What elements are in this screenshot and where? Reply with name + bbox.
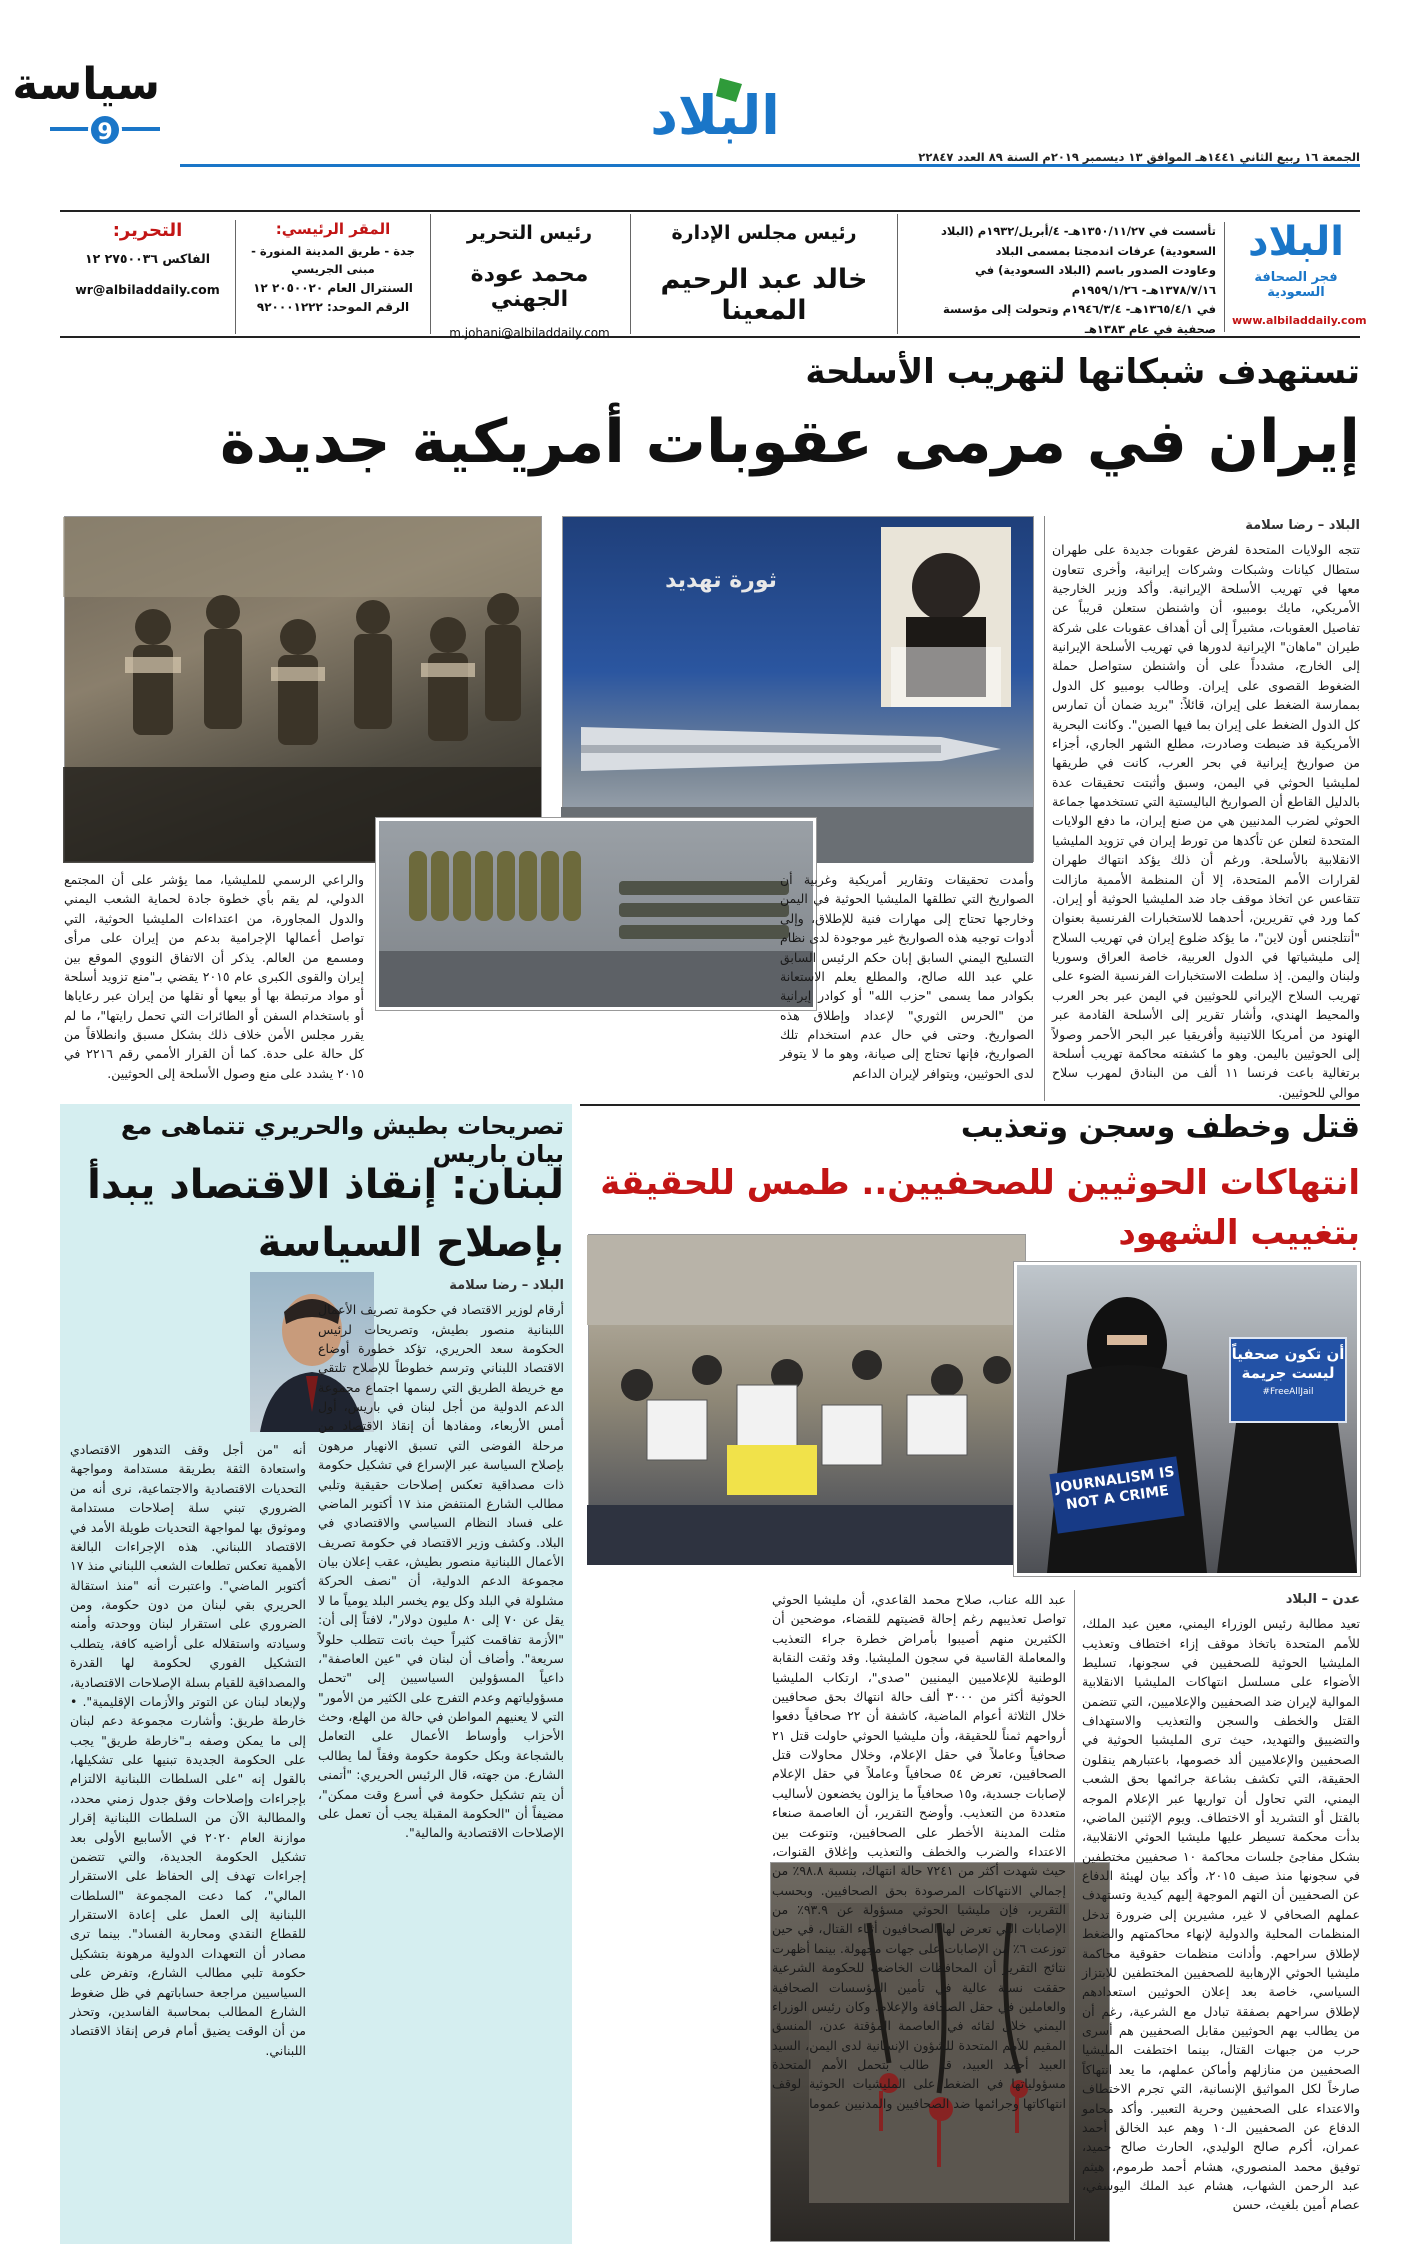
weapons-rows [379, 821, 813, 1007]
hq-address: جدة - طريق المدينة المنورة - مبنى الجريسي [251, 244, 415, 277]
svg-text:ثورة تهديد: ثورة تهديد [665, 568, 777, 593]
sign-journalist-not-crime: أن تكون صحفياً ليست جريمة #FreeAllJail [1229, 1337, 1347, 1423]
editor-name: محمد عودة الجهني [470, 262, 589, 312]
header-logo [650, 72, 780, 152]
lebanon-headline: لبنان: إنقاذ الاقتصاد يبدأ بإصلاح السياسة [87, 1162, 564, 1266]
lebanon-kicker: تصريحات بطيش والحريري تتماهى مع بيان باريس [121, 1112, 564, 1168]
edit-email[interactable]: wr@albiladdaily.com [75, 282, 220, 297]
photo-protest-portraits [588, 1234, 1026, 1564]
lead-paragraph: وأمدت تحقيقات وتقارير أمريكية وغربية أن الصواريخ التي تطلقها المليشيا الحوثية في اليمن وخارجها تحتاج إلى مهارات فنية للإطلاق، وإلى أدوات توجيه هذه الصواريخ غير موجودة لدى نظام التسليح اليمني السابق إبان حكم الرئيس السابق علي عبد الله صالح، والمطلع يعلم الاستعانة بكوادر مما يسمى "حزب الله" أو كوادر إيرانية من "الحرس الثوري" لإعداد وإطلاق هذه الصواريخ. وحتى في حال عدم استخدام تلك الصواريخ، فإنها تحتاج إلى صيانة، وهو ما لا يتوفر لدى الحوثيين، ويتوافر لإيران الداعم [780, 872, 1034, 1081]
lead-byline: البلاد – رضا سلامة [1245, 518, 1360, 533]
masthead-brand [1232, 214, 1367, 334]
page-number: 9 [88, 113, 122, 147]
lebanon-col-1 [318, 1276, 564, 2236]
editor-in-chief [430, 214, 628, 340]
lead-kicker: تستهدف شبكاتها لتهريب الأسلحة [805, 352, 1360, 392]
yemen-headline: انتهاكات الحوثيين للصحفيين.. طمس للحقيقة بتغييب الشهود [600, 1163, 1360, 1253]
photo-seized-weapons [376, 818, 816, 1010]
edit-label: التحرير: [112, 220, 183, 241]
yemen-col-2 [772, 1590, 1067, 2111]
lead-headline: إيران في مرمى عقوبات أمريكية جديدة [220, 407, 1360, 477]
photo-militia-truck [64, 516, 542, 862]
edit-fax: الفاكس ٢٧٥٠٠٣٦ ١٢ [85, 251, 210, 266]
lebanon-col-2 [70, 1440, 306, 2236]
board-chair-name: خالد عبد الرحيم المعينا [660, 264, 868, 326]
sign-journalism-english: JOURNALISM IS NOT A CRIME [1049, 1456, 1184, 1533]
brand-website: www.albiladdaily.com [1232, 314, 1367, 327]
headquarters [240, 220, 426, 334]
missile-display [561, 517, 1033, 863]
lebanon-paragraph: أنه "من أجل وقف التدهور الاقتصادي واستعادة الثقة بطريقة مستدامة ومواجهة التحديات الاقتصادية والاجتماعية، نرى أنه من الضروري تبني سلة إصلاحات مستدامة وموثوق بها لمواجهة التحديات طويلة الأمد في الاقتصاد اللبناني. هذه الإجراءات البالغة الأهمية تعكس تطلعات الشعب اللبناني منذ ١٧ أكتوبر الماضي". واعتبرت أنه "منذ استقالة الحريري بقي لبنان من دون حكومة، ومن الضروري على استقرار لبنان ووحدته وأمنه وسيادته واستقلاله على أراضيه كافة، يتطلب التشكيل الفوري لحكومة لها القدرة والمصداقية للقيام بسلة الإصلاحات الاقتصادية، ولإبعاد لبنان عن التوتر والأزمات الإقليمية". • خارطة طريق: وأشارت مجموعة دعم لبنان إلى ما يمكن وصفه بـ"خارطة طريق" يجب على الحكومة الجديدة تبنيها على تشكيلها، بالقول إنه "على السلطات اللبنانية الالتزام بإجراءات وإصلاحات وفق جدول زمني محدد، والمطالبة الآن من السلطات اللبنانية إقرار موازنة العام ٢٠٢٠ في الأسابيع الأولى بعد تشكيل الحكومة الجديدة، والتي تتضمن إجراءات تهدف إلى الحفاظ على الاستقرار المالي"، كما دعت المجموعة "السلطات اللبنانية إلى العمل على إعادة الاستقرار للقطاع النقدي ومحاربة الفساد". بينما ترى مصادر أن التعهدات الدولية مرهونة بتشكيل حكومة تلبي مطالب الشارع، وتفرض على السياسيين مراجعة حساباتهم في ظل ضغوط الشارع المطالب بمحاسبة الفاسدين، وتحذر من أن الوقت يضيق أمام فرص إنقاذ الاقتصاد اللبناني. [70, 1442, 306, 2058]
dateline: الجمعة ١٦ ربيع الثاني ١٤٤١هـ الموافق ١٣ ديسمبر ٢٠١٩م السنة ٨٩ العدد ٢٢٨٤٧ [918, 150, 1360, 164]
section-name: سياسة [12, 59, 160, 110]
protesters [587, 1235, 1025, 1565]
history-line: تأسست في ١٣٥٠/١١/٢٧هـ- ٤/أبريل/١٩٣٢م (البلاد السعودية) عرفات اندمجتا بمسمى البلاد [940, 224, 1216, 258]
brand-logo: البلاد [1248, 219, 1344, 265]
yemen-paragraph: عبد الله عناب، صلاح محمد القاعدي، أن مليشيا الحوثي تواصل تعذيبهم رغم إحالة قضيتهم للقضاء، موضحين أن الكثيرين منهم أصيبوا بأمراض خطرة جراء التعذيب والمعاملة القاسية في سجون المليشيا. وقد وثقت النقابة الوطنية للإعلاميين اليمنيين "صدى"، ارتكاب المليشيا الحوثية أكثر من ٣٠٠٠ ألف حالة انتهاك بحق صحافيين خلال الثلاثة أعوام الماضية، كاشفة أن ٢٢ صحافياً دفعوا أرواحهم ثمناً للحقيقة، وأن مليشيا الحوثي حاولت قتل ٢١ صحافياً وعاملاً في حقل الإعلام، وخلال محاولات قتل الصحافيين، تعرض ٥٤ صحافياً وعاملاً في حقل الإعلام لإصابات جسدية، و١٥ صحافياً ما يزالون يخضعون لأساليب متعددة من التعذيب. وأوضح التقرير، أن العاصمة صنعاء مثلت المدينة الأخطر على الصحافيين، وتنوعت بين الاعتداء والضرب والخطف والتعذيب وإغلاق القنوات، حيث شهدت أكثر من ٧٢٤١ حالة انتهاك، بنسبة ٩٨.٨٪ من إجمالي الانتهاكات المرصودة بحق الصحافيين. وبحسب التقرير، فإن مليشيا الحوثي مسؤولة عن ٩٣.٩٪ من الإصابات التي تعرض لها الصحافيون أثناء القتال، في حين توزعت ٦٪ من الإصابات على جهات مجهولة. بينما أظهرت نتائج التقرير أن المحافظات الخاضعة للحكومة الشرعية حققت نسبة عالية في تأمين المؤسسات الصحافية والعاملين في حقل الصحافة والإعلام. وكان رئيس الوزراء اليمني خلال لقائه في العاصمة المؤقتة عدن، المنسق المقيم للأمم المتحدة للشؤون الإنسانية لدى اليمن، السيد العبيد أحمد العبيد، قد طالب بتحمل الأمم المتحدة مسؤولياتها في الضغط على المليشيات الحوثية لوقف انتهاكاتها وجرائمها ضد الصحافيين والمدنيين عموما [772, 1592, 1067, 2111]
yemen-col-2b [588, 1590, 760, 2240]
lead-paragraph: تتجه الولايات المتحدة لفرض عقوبات جديدة على طهران ستطال كيانات وشبكات وشركات إيرانية، وأخرى تتعاون معها في تهريب الأسلحة الإيرانية. وأكد وزير الخارجية الأمريكي، مايك بومبيو، أن واشنطن ستعلن قريباً عن تفاصيل العقوبات، مشيراً إلى أن أهداف عقوبات على شركة طيران "ماهان" الإيرانية لدورها في تهريب الأسلحة الإيرانية إلى الخارج، مشدداً على أن واشنطن ستواصل حملة الضغوط القصوى على إيران. وطالب بومبيو كل الدول بممارسة الضغط على إيران، قائلاً: "بريد ضمان أن تمارس كل الدول الضغط على إيران بما فيها الصين". وكانت البحرية الأمريكية قد ضبطت وصادرت، مطلع الشهر الجاري، أجزاء من صواريخ إيرانية في بحر العرب، كانت في طريقها لمليشيا الحوثي في اليمن، وسبق وأثبتت تحقيقات عدة بالدليل القاطع أن الصواريخ الباليستية التي تستخدمها جماعة الحوثي لضرب المدنيين هي من صنع إيران، ما دفع الولايات المتحدة لتعلن عن تأكدها من تورط إيران في تزويد المليشيا الانقلابية بالأسلحة. ورغم أن ذلك يؤكد انتهاك طهران لقرارات الأمم المتحدة، إلا أن المنظمة الأممية مازالت تتقاعس عن اتخاذ موقف جاد ضد المليشيا الحوثية أو إيران. كما ورد في تقريرين، أحدهما للاستخبارات الفرنسية بعنوان "أنتلجنس أون لاين"، ما يؤكد ضلوع إيران في تهريب السلاح إلى مليشياتها في الدول العربية، خاصة العراق وسوريا ولبنان واليمن. إذ سلطت الاستخبارات الفرنسية الضوء على تهريب السلاح الإيراني للحوثيين في اليمن عبر بحر العرب والمحيط الهندي، وأشار تقرير إلى الأسلحة القادمة عبر الهنود من أمريكا اللاتينية وأفريقيا عبر البحر الأحمر وصولاً إلى الحوثيين باليمن. وهو ما كشفته محاكمة تهريب أسلحة برتغالية باعت فرنسا ١١ ألف من البنادق لمهرب سلاح موالي للحوثيين. [1052, 542, 1360, 1100]
board-chair-label: رئيس مجلس الإدارة [671, 222, 857, 244]
history-line: وعاودت الصدور باسم (البلاد السعودية) في ١٣٧٨/٧/١٦هـ- ١٩٥٩/١/٢٦م [974, 263, 1216, 297]
lead-col-3 [64, 870, 364, 1100]
section-badge [12, 55, 160, 185]
lebanon-paragraph: أرقام لوزير الاقتصاد في حكومة تصريف الأعمال اللبنانية منصور بطيش، وتصريحات لرئيس الحكومة سعد الحريري، تؤكد خطورة أوضاع الاقتصاد اللبناني وترسم خطوطاً للإصلاح تلتقي مع خريطة الطريق التي رسمها اجتماع مجموعة الدعم الدولية من أجل لبنان في باريس، أول أمس الأربعاء، ومفادها أن إنقاذ الاقتصاد من مرحلة الفوضى التي تسبق الانهيار مرهون بإصلاح السياسة عبر الإسراع في تشكيل حكومة ذات مصداقية تعكس إصلاحات حقيقية وتلبي مطالب الشارع المنتفض منذ ١٧ أكتوبر الماضي على فساد النظام السياسي والاقتصادي في البلاد. وكشف وزير الاقتصاد في حكومة تصريف الأعمال اللبنانية منصور بطيش، عقب إعلان بيان مجموعة الدعم الدولية، أن "نصف الحركة مشلولة في البلد وكل يوم يخسر البلد يومياً ما لا يقل عن ٧٠ إلى ٨٠ مليون دولار"، لافتاً إلى أن: "الأزمة تفاقمت كثيراً حيث باتت تتطلب حلولاً سريعة". وأضاف أن لبنان في "عين العاصفة"، داعياً المسؤولين السياسيين إلى "تحمل مسؤولياتهم وعدم التفرج على الكثير من الأمور" التي لا يعنيهم المواطن في حالة من الهلع، وحث الأحزاب وأوساط الأعمال على التعامل بالشجاعة وبكل حكومة حكومة وفقاً لما يطالب الشارع. من جهته، قال الرئيس الحريري: "أتمنى أن يتم تشكيل حكومة في أسرع وقت ممكن"، مضيفاً أن "الحكومة المقبلة يجب أن تعمل على الإصلاحات الاقتصادية والمالية". [318, 1302, 564, 1841]
yemen-byline: عدن – البلاد [1285, 1592, 1360, 1607]
brand-tagline: فجر الصحافة السعودية [1254, 270, 1338, 300]
editorial-contact [60, 220, 236, 334]
lead-col-2 [780, 870, 1034, 1100]
hq-label: المقر الرئيسي: [275, 220, 391, 238]
yemen-col-1 [1082, 1590, 1360, 2240]
yemen-paragraph: تعيد مطالبة رئيس الوزراء اليمني، معين عبد الملك، للأمم المتحدة باتخاذ موقف إزاء اختطاف وتعذيب المليشيا الحوثية للصحفيين في سجونها، تسليط الأضواء على مسلسل انتهاكات المليشيا الانقلابية الموالية لإيران ضد الصحفيين والإعلاميين، التي تتضمن القتل والخطف والسجن والتعذيب والاستهداف والتضييق والتهديد، حيث ترى المليشيا الحوثية في الصحفيين والإعلاميين ألد خصومها، باعتبارهم ينقلون الحقيقة، التي تكشف بشاعة جرائمها بحق الشعب اليمني، التي تحاول أن تواريها عبر الإعلام الموجه بالقتل أو التشريد أو الاختطاف. ويوم الإثنين الماضي، بدأت محكمة تسيطر عليها مليشيا الحوثي الانقلابية، بشكل مفاجئ جلسات محاكمة ١٠ صحفيين مختطفين في سجونها منذ صيف ٢٠١٥، وأكد بيان لهيئة الدفاع عن الصحفيين أن التهم الموجهة إليهم كيدية وتستهدف عملهم الصحافي لا غير، مشيرين إلى ضرورة تدخل المنظمات المحلية والدولية لإنهاء محاكمتهم والضغط لإطلاق سراحهم. وأدانت منظمات حقوقية محاكمة مليشيا الحوثي الإرهابية للصحفيين المختطفين للابتزاز السياسي، خاصة بعد إعلان الحوثيين استعدادهم لإطلاق سراحهم بصفقة تبادل مع الشرعية، رغم أن من يطالب بهم الحوثيين مقابل الصحفيين هم أسرى حرب من جبهات القتال، بينما اختطفت المليشيا الصحفيين من منازلهم وأماكن عملهم، ما يعد انتهاكاً صارخاً لكل المواثيق الإنسانية، التي تجرم الاختطاف والاعتداء على الصحفيين وحرية التعبير. وأكد محامو الدفاع عن الصحفيين الـ١٠ وهم عبد الخالق أحمد عمران، أكرم صالح الوليدي، الحارث صالح حميد، توفيق محمد المنصوري، هشام أحمد طرموم، هيثم عبد الرحمن الشهاب، هشام عبد الملك اليوسفي، عصام أمين بلغيث، حسن [1082, 1616, 1361, 2213]
editor-label: رئيس التحرير [466, 222, 593, 244]
history-line: في ١٣٦٥/٤/١هـ- ١٩٤٦/٣/٤م وتحولت إلى مؤسسة صحفية في عام ١٣٨٣هـ [943, 302, 1216, 336]
lead-paragraph: والراعي الرسمي للمليشيا، مما يؤشر على أن المجتمع الدولي، لم يقم بأي خطوة جادة لحماية الشعب اليمني والدول المجاورة، من اعتداءات المليشيا الحوثية، التي تواصل أعمالها الإجرامية بدعم من إيران على مرأى ومسمع من العالم. يذكر أن الاتفاق النووي الموقع بين إيران والقوى الكبرى عام ٢٠١٥ يقضي بـ"منع تزويد أسلحة أو مواد مرتبطة بها أو بيعها أو نقلها من إيران عبر رعاياها أو باستخدام السفن أو الطائرات التي تحمل رايتها"، ما لم يقرر مجلس الأمن خلاف ذلك بشكل مسبق وانطلاقاً من كل حالة على حدة. كما أن القرار الأممي رقم ٢٢١٦ في ٢٠١٥ يشدد على منع وصول الأسلحة إلى الحوثيين. [64, 872, 364, 1081]
militia-figures [63, 517, 541, 863]
hq-unified: الرقم الموحد: ٩٢٠٠٠١٢٢٢ [256, 299, 410, 314]
board-chair [630, 214, 898, 334]
lebanon-byline: البلاد – رضا سلامة [449, 1278, 564, 1293]
editor-email[interactable]: m.johani@albiladdaily.com [449, 326, 610, 340]
yemen-kicker: قتل وخطف وسجن وتعذيب [960, 1110, 1360, 1145]
logo-text: البلاد [650, 84, 780, 147]
lead-col-1 [1052, 516, 1360, 1101]
hq-switchboard: السنترال العام ٢٠٥٠٠٢٠ ١٢ [253, 280, 413, 295]
masthead-history [905, 222, 1225, 336]
photo-missile-portrait [562, 516, 1034, 862]
photo-women-signs [1014, 1262, 1360, 1576]
